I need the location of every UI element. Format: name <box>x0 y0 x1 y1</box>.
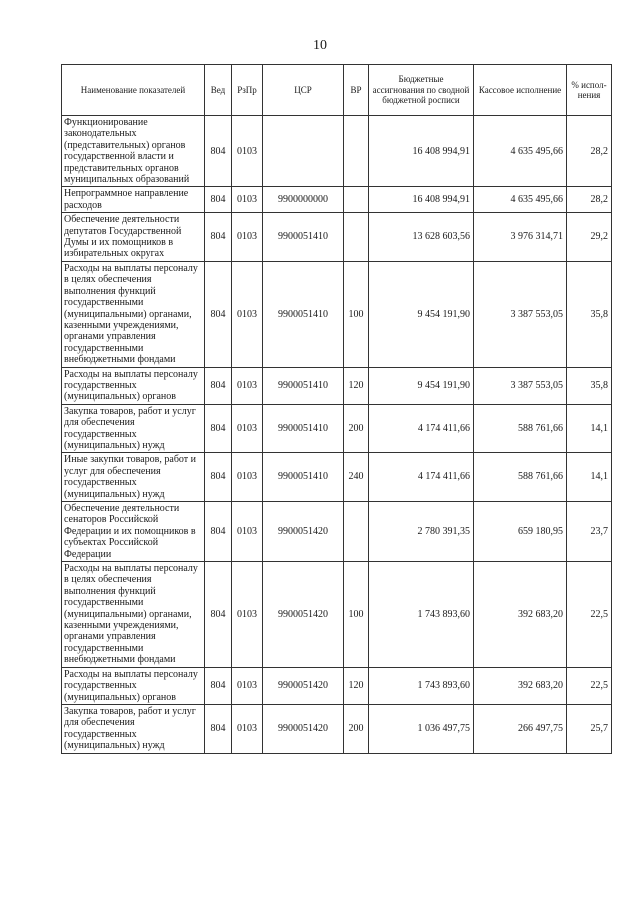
cell-cash: 588 761,66 <box>474 453 567 502</box>
cell-budget: 9 454 191,90 <box>369 367 474 404</box>
header-ved: Вед <box>205 65 232 116</box>
cell-csr: 9900051410 <box>263 261 344 367</box>
header-rzpr: РзПр <box>232 65 263 116</box>
cell-percent: 22,5 <box>567 562 612 668</box>
table-row <box>62 116 612 187</box>
cell-name: Расходы на выплаты персоналу государственных (муниципальных) органов <box>62 367 205 404</box>
cell-name: Закупка товаров, работ и услуг для обеспечения государственных (муниципальных) нужд <box>62 404 205 453</box>
cell-vr <box>344 213 369 262</box>
cell-rzpr: 0103 <box>232 502 263 562</box>
cell-cash: 266 497,75 <box>474 704 567 753</box>
header-budget: Бюджетные ассигнования по сводной бюджетной росписи <box>369 65 474 116</box>
cell-rzpr: 0103 <box>232 187 263 213</box>
cell-name: Расходы на выплаты персоналу в целях обеспечения выполнения функций государственными (муниципальными) органами, казенными учреждениями, органами управления государственными внебюджетными фондами <box>62 261 205 367</box>
table-row <box>62 261 612 367</box>
cell-vr: 100 <box>344 261 369 367</box>
cell-csr <box>263 116 344 187</box>
cell-cash: 659 180,95 <box>474 502 567 562</box>
header-vr: ВР <box>344 65 369 116</box>
cell-percent: 35,8 <box>567 367 612 404</box>
cell-name: Обеспечение деятельности депутатов Государственной Думы и их помощников в избирательных округах <box>62 213 205 262</box>
cell-rzpr: 0103 <box>232 562 263 668</box>
cell-percent: 29,2 <box>567 213 612 262</box>
table-row <box>62 667 612 704</box>
table-row <box>62 453 612 502</box>
header-csr: ЦСР <box>263 65 344 116</box>
cell-budget: 16 408 994,91 <box>369 187 474 213</box>
cell-cash: 4 635 495,66 <box>474 116 567 187</box>
cell-rzpr: 0103 <box>232 261 263 367</box>
table-row <box>62 187 612 213</box>
cell-csr: 9900051410 <box>263 404 344 453</box>
cell-budget: 2 780 391,35 <box>369 502 474 562</box>
cell-rzpr: 0103 <box>232 116 263 187</box>
cell-budget: 1 036 497,75 <box>369 704 474 753</box>
table-row <box>62 367 612 404</box>
cell-name: Обеспечение деятельности сенаторов Российской Федерации и их помощников в субъектах Российской Федерации <box>62 502 205 562</box>
cell-ved: 804 <box>205 261 232 367</box>
cell-csr: 9900000000 <box>263 187 344 213</box>
cell-ved: 804 <box>205 667 232 704</box>
cell-ved: 804 <box>205 367 232 404</box>
cell-percent: 25,7 <box>567 704 612 753</box>
cell-percent: 28,2 <box>567 187 612 213</box>
table-row <box>62 562 612 668</box>
cell-vr <box>344 187 369 213</box>
cell-cash: 588 761,66 <box>474 404 567 453</box>
table-body <box>62 116 612 754</box>
cell-budget: 1 743 893,60 <box>369 667 474 704</box>
cell-vr: 200 <box>344 704 369 753</box>
cell-percent: 23,7 <box>567 502 612 562</box>
cell-budget: 1 743 893,60 <box>369 562 474 668</box>
budget-table <box>61 64 612 754</box>
header-cash: Кассовое исполнение <box>474 65 567 116</box>
cell-vr <box>344 116 369 187</box>
header-row <box>62 65 612 116</box>
cell-csr: 9900051410 <box>263 367 344 404</box>
cell-rzpr: 0103 <box>232 404 263 453</box>
cell-ved: 804 <box>205 562 232 668</box>
cell-budget: 13 628 603,56 <box>369 213 474 262</box>
cell-vr <box>344 502 369 562</box>
header-name: Наименование показателей <box>62 65 205 116</box>
cell-percent: 14,1 <box>567 453 612 502</box>
cell-cash: 392 683,20 <box>474 562 567 668</box>
cell-ved: 804 <box>205 116 232 187</box>
cell-percent: 28,2 <box>567 116 612 187</box>
cell-name: Функционирование законодательных (представительных) органов государственной власти и представительных органов муниципальных образований <box>62 116 205 187</box>
cell-budget: 4 174 411,66 <box>369 404 474 453</box>
cell-budget: 9 454 191,90 <box>369 261 474 367</box>
cell-cash: 392 683,20 <box>474 667 567 704</box>
cell-vr: 240 <box>344 453 369 502</box>
cell-cash: 3 387 553,05 <box>474 367 567 404</box>
cell-csr: 9900051420 <box>263 562 344 668</box>
cell-ved: 804 <box>205 704 232 753</box>
cell-percent: 22,5 <box>567 667 612 704</box>
cell-csr: 9900051420 <box>263 667 344 704</box>
table-row <box>62 704 612 753</box>
cell-name: Иные закупки товаров, работ и услуг для обеспечения государственных (муниципальных) нужд <box>62 453 205 502</box>
cell-cash: 4 635 495,66 <box>474 187 567 213</box>
cell-vr: 200 <box>344 404 369 453</box>
cell-budget: 16 408 994,91 <box>369 116 474 187</box>
cell-vr: 120 <box>344 367 369 404</box>
cell-budget: 4 174 411,66 <box>369 453 474 502</box>
cell-rzpr: 0103 <box>232 367 263 404</box>
cell-name: Непрограммное направление расходов <box>62 187 205 213</box>
header-percent: % испол-нения <box>567 65 612 116</box>
cell-csr: 9900051410 <box>263 213 344 262</box>
table-row <box>62 213 612 262</box>
cell-rzpr: 0103 <box>232 667 263 704</box>
cell-ved: 804 <box>205 453 232 502</box>
cell-name: Расходы на выплаты персоналу государственных (муниципальных) органов <box>62 667 205 704</box>
cell-ved: 804 <box>205 404 232 453</box>
page-number: 10 <box>313 38 327 53</box>
cell-percent: 14,1 <box>567 404 612 453</box>
cell-cash: 3 387 553,05 <box>474 261 567 367</box>
cell-ved: 804 <box>205 213 232 262</box>
cell-csr: 9900051410 <box>263 453 344 502</box>
table-row <box>62 404 612 453</box>
cell-rzpr: 0103 <box>232 453 263 502</box>
table-row <box>62 502 612 562</box>
cell-csr: 9900051420 <box>263 704 344 753</box>
cell-ved: 804 <box>205 502 232 562</box>
cell-csr: 9900051420 <box>263 502 344 562</box>
cell-ved: 804 <box>205 187 232 213</box>
cell-name: Закупка товаров, работ и услуг для обеспечения государственных (муниципальных) нужд <box>62 704 205 753</box>
cell-vr: 100 <box>344 562 369 668</box>
cell-vr: 120 <box>344 667 369 704</box>
cell-percent: 35,8 <box>567 261 612 367</box>
cell-rzpr: 0103 <box>232 213 263 262</box>
cell-name: Расходы на выплаты персоналу в целях обеспечения выполнения функций государственными (муниципальными) органами, казенными учреждениями, органами управления государственными внебюджетными фондами <box>62 562 205 668</box>
cell-rzpr: 0103 <box>232 704 263 753</box>
cell-cash: 3 976 314,71 <box>474 213 567 262</box>
